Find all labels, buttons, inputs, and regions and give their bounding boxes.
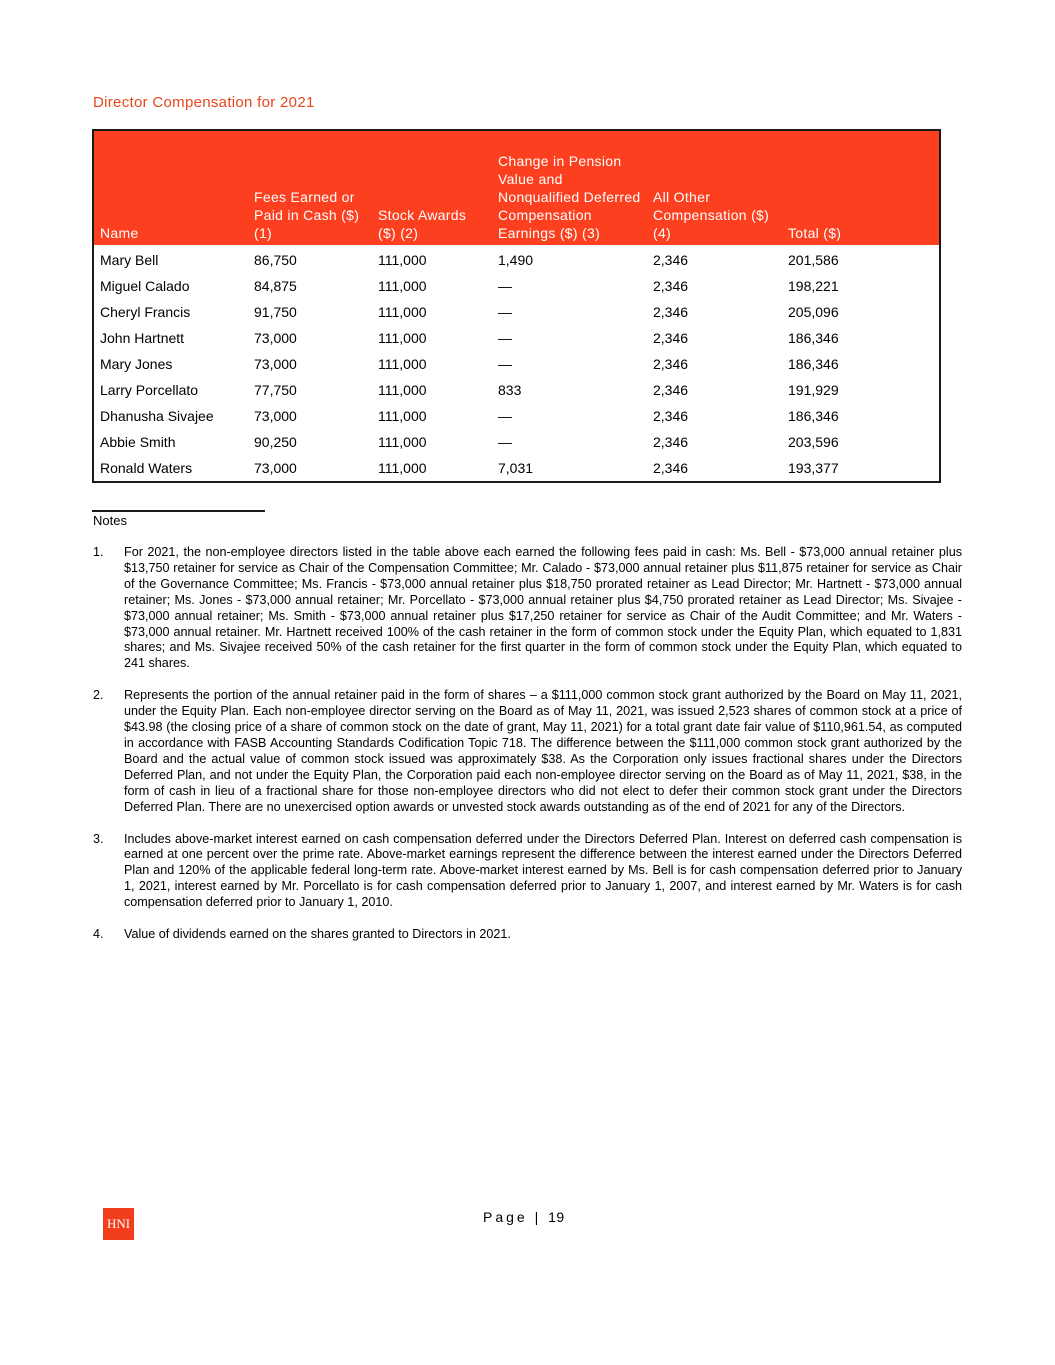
cell-all-other: 2,346 bbox=[653, 434, 689, 450]
page-title: Director Compensation for 2021 bbox=[93, 94, 315, 111]
cell-total: 193,377 bbox=[788, 460, 839, 476]
cell-name: John Hartnett bbox=[100, 330, 185, 346]
cell-all-other: 2,346 bbox=[653, 382, 689, 398]
header-all-other: All Other Compensation ($)(4) bbox=[647, 130, 782, 245]
header-fees: Fees Earned or Paid in Cash ($) (1) bbox=[248, 130, 372, 245]
table-header-row bbox=[93, 130, 940, 245]
logo-text: HNI bbox=[106, 1216, 131, 1231]
cell-total: 201,586 bbox=[788, 252, 839, 268]
table-row bbox=[93, 351, 940, 377]
cell-pension-change: 1,490 bbox=[498, 252, 534, 268]
notes-heading: Notes bbox=[93, 513, 127, 528]
cell-pension-change: — bbox=[498, 356, 512, 372]
header-total: Total ($) bbox=[782, 130, 940, 245]
cell-all-other: 2,346 bbox=[653, 356, 689, 372]
cell-total: 186,346 bbox=[788, 330, 839, 346]
cell-pension-change: — bbox=[498, 304, 512, 320]
cell-name: Abbie Smith bbox=[100, 434, 176, 450]
cell-name: Miguel Calado bbox=[100, 278, 190, 294]
cell-stock-awards: 111,000 bbox=[378, 278, 427, 294]
cell-name: Ronald Waters bbox=[100, 460, 193, 476]
table-row bbox=[93, 245, 940, 273]
page-number-value: 19 bbox=[548, 1209, 565, 1225]
page-label: Page | bbox=[483, 1209, 542, 1225]
cell-pension-change: 833 bbox=[498, 382, 522, 398]
table-row bbox=[93, 377, 940, 403]
cell-name: Cheryl Francis bbox=[100, 304, 191, 320]
note-text: Includes above-market interest earned on cash compensation deferred under the Directors Deferred Plan. Interest on deferred cash compensation is earned at one percent over the prime rate. Above-market earnings represent the difference between the interest earned under the Directors Deferred Plan and 120% of the applicable federal long-term rate. Above-market interest earned by Ms. Bell is for cash compensation deferred prior to January 1, 2021, interest earned by Mr. Porcellato is for cash compensation deferred prior to January 1, 2007, and interest earned by Mr. Waters is for cash compensation deferred prior to January 1, 2010. bbox=[124, 831, 962, 910]
cell-pension-change: 7,031 bbox=[498, 460, 534, 476]
cell-fees: 86,750 bbox=[254, 252, 297, 268]
cell-total: 203,596 bbox=[788, 434, 839, 450]
cell-name: Larry Porcellato bbox=[100, 382, 199, 398]
note-item bbox=[93, 688, 962, 815]
note-item bbox=[93, 927, 962, 943]
table-row bbox=[93, 273, 940, 299]
table-row bbox=[93, 325, 940, 351]
cell-fees: 90,250 bbox=[254, 434, 297, 450]
table-row bbox=[93, 455, 940, 482]
cell-stock-awards: 111,000 bbox=[378, 304, 427, 320]
note-text: For 2021, the non-employee directors listed in the table above each earned the following fees paid in cash: Ms. Bell - $73,000 annual retainer plus $13,750 retainer for service as Chair of the Compensation Committee; Mr. Calado - $73,000 annual retainer plus $11,875 retainer for service as Chair of the Governance Committee; Ms. Francis - $73,000 annual retainer plus $18,750 prorated retainer as Lead Director; Mr. Hartnett - $73,000 annual retainer; Ms. Jones - $73,000 annual retainer; Mr. Porcellato - $73,000 annual retainer plus $4,750 prorated retainer as Lead Director; Ms. Sivajee - $73,000 annual retainer; Ms. Smith - $73,000 annual retainer plus $17,250 retainer for service as Chair of the Audit Committee; and Mr. Waters - $73,000 annual retainer. Mr. Hartnett received 100% of the cash retainer in the form of common stock under the Equity Plan, which equated to 1,831 shares; and Ms. Sivajee received 50% of the cash retainer for the first quarter in the form of common stock under the Equity Plan, which equated to 241 shares. bbox=[124, 545, 962, 671]
note-number: 4. bbox=[93, 927, 104, 942]
cell-stock-awards: 111,000 bbox=[378, 434, 427, 450]
note-text: Value of dividends earned on the shares granted to Directors in 2021. bbox=[124, 927, 511, 942]
cell-all-other: 2,346 bbox=[653, 460, 689, 476]
compensation-table-wrapper bbox=[92, 129, 939, 483]
cell-total: 205,096 bbox=[788, 304, 839, 320]
cell-name: Mary Bell bbox=[100, 252, 159, 268]
table-body bbox=[93, 245, 940, 482]
header-name: Name bbox=[93, 130, 248, 245]
cell-all-other: 2,346 bbox=[653, 408, 689, 424]
cell-all-other: 2,346 bbox=[653, 252, 689, 268]
cell-name: Dhanusha Sivajee bbox=[100, 408, 214, 424]
cell-fees: 84,875 bbox=[254, 278, 297, 294]
note-item bbox=[93, 832, 962, 912]
cell-name: Mary Jones bbox=[100, 356, 173, 372]
cell-pension-change: — bbox=[498, 434, 512, 450]
cell-fees: 77,750 bbox=[254, 382, 297, 398]
table-row bbox=[93, 403, 940, 429]
note-number: 2. bbox=[93, 688, 104, 703]
hni-logo bbox=[103, 1208, 134, 1240]
cell-stock-awards: 111,000 bbox=[378, 252, 427, 268]
cell-stock-awards: 111,000 bbox=[378, 408, 427, 424]
note-text: Represents the portion of the annual retainer paid in the form of shares – a $111,000 common stock grant authorized by the Board on May 11, 2021, under the Equity Plan. Each non-employee director serving on the Board as of May 11, 2021, was issued 2,523 shares of common stock at a price of $43.98 (the closing price of a share of common stock on the date of grant, May 11, 2021) for a total grant date fair value of $110,961.54, as computed in accordance with FASB Accounting Standards Codification Topic 718. The difference between the $111,000 common stock grant authorized by the Board and the actual value of common stock issued was approximately $38. As the Corporation only issues fractional shares under the Directors Deferred Plan, and not under the Equity Plan, the Corporation paid each non-employee director serving on the Board as of May 11, 2021, $38, in the form of cash in lieu of a fractional share for those non-employee directors who did not elect to defer their common stock grant under the Directors Deferred Plan. There are no unexercised option awards or unvested stock awards outstanding as of the end of 2021 for any of the Directors. bbox=[124, 688, 962, 814]
cell-total: 191,929 bbox=[788, 382, 839, 398]
cell-fees: 73,000 bbox=[254, 330, 297, 346]
note-item bbox=[93, 545, 962, 672]
cell-fees: 73,000 bbox=[254, 460, 297, 476]
cell-all-other: 2,346 bbox=[653, 330, 689, 346]
cell-total: 186,346 bbox=[788, 408, 839, 424]
cell-total: 198,221 bbox=[788, 278, 839, 294]
cell-all-other: 2,346 bbox=[653, 304, 689, 320]
header-stock-awards: Stock Awards ($) (2) bbox=[372, 130, 492, 245]
table-row bbox=[93, 299, 940, 325]
cell-pension-change: — bbox=[498, 330, 512, 346]
table-row bbox=[93, 429, 940, 455]
cell-fees: 73,000 bbox=[254, 356, 297, 372]
cell-stock-awards: 111,000 bbox=[378, 382, 427, 398]
cell-fees: 73,000 bbox=[254, 408, 297, 424]
cell-total: 186,346 bbox=[788, 356, 839, 372]
note-number: 3. bbox=[93, 831, 104, 846]
cell-all-other: 2,346 bbox=[653, 278, 689, 294]
note-number: 1. bbox=[93, 545, 104, 559]
cell-stock-awards: 111,000 bbox=[378, 356, 427, 372]
notes-list bbox=[93, 545, 962, 959]
cell-pension-change: — bbox=[498, 278, 512, 294]
cell-stock-awards: 111,000 bbox=[378, 330, 427, 346]
header-pension-change: Change in Pension Value and Nonqualified Deferred Compensation Earnings ($) (3) bbox=[492, 130, 647, 245]
cell-pension-change: — bbox=[498, 408, 512, 424]
page-number bbox=[483, 1209, 565, 1225]
cell-fees: 91,750 bbox=[254, 304, 297, 320]
notes-divider bbox=[92, 510, 265, 512]
cell-stock-awards: 111,000 bbox=[378, 460, 427, 476]
compensation-table bbox=[92, 129, 941, 483]
